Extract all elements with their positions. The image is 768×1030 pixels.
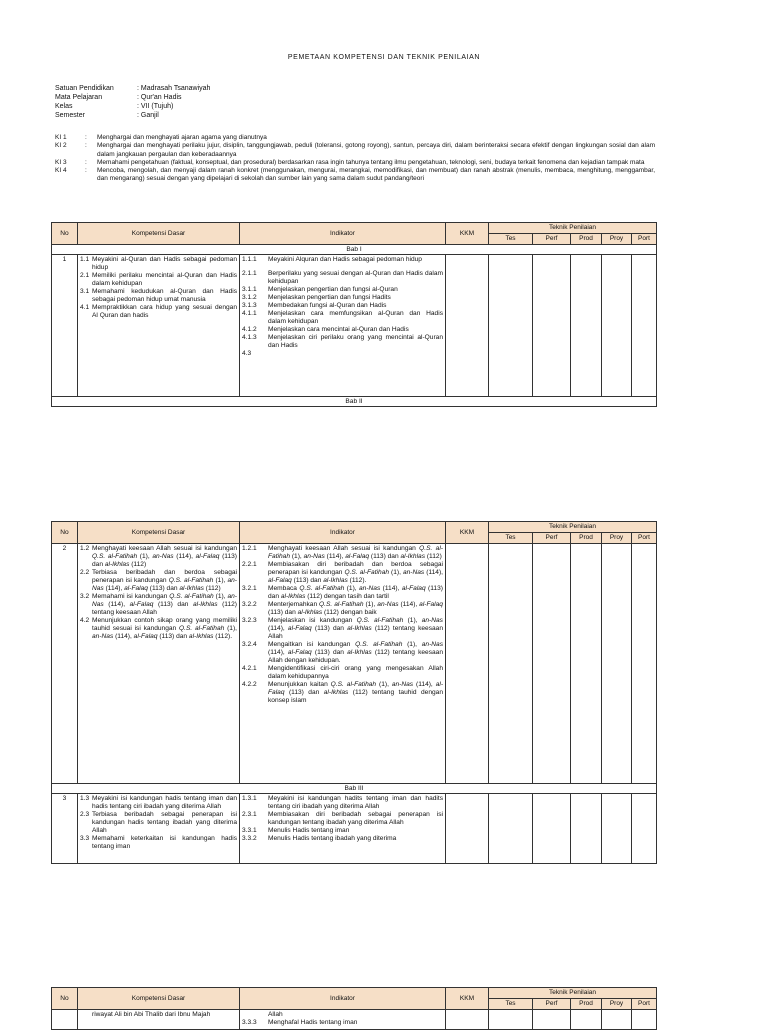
header-no: No xyxy=(52,522,78,544)
header-teknik-penilaian: Teknik Penilaian xyxy=(489,522,657,533)
indicator-item-text: Meyakini Alquran dan Hadis sebagai pedoman hidup xyxy=(268,256,422,263)
indicator-item-text: Membiasakan diri beribadah sebagai penerapan isi kandungan tentang ibadah yang diterima Allah xyxy=(268,811,443,826)
indicator-item xyxy=(242,681,443,705)
kd-item xyxy=(80,545,237,569)
header-prod: Prod xyxy=(571,533,602,544)
header-port: Port xyxy=(632,999,657,1010)
indicator-item-number: 3.2.3 xyxy=(242,617,257,624)
proy-cell xyxy=(602,255,632,397)
kkm-cell xyxy=(446,794,489,864)
kkm-cell xyxy=(446,1010,489,1030)
identity-row xyxy=(55,93,210,102)
kd-item-number: 2.2 xyxy=(80,569,90,576)
kkm-cell xyxy=(446,544,489,784)
port-cell xyxy=(632,794,657,864)
kkm-cell xyxy=(446,255,489,397)
indicator-item xyxy=(242,294,443,302)
indicator-item-text: Menjelaskan ciri perilaku orang yang mencintai al-Quran dan Hadis xyxy=(268,334,443,349)
perf-cell xyxy=(533,255,571,397)
row-number: 2 xyxy=(52,544,78,784)
proy-cell xyxy=(602,1010,632,1030)
kd-item-number: 1.1 xyxy=(80,256,90,263)
indicator-item xyxy=(242,545,443,561)
kd-item-text: Terbiasa beribadah sebagai penerapan isi kandungan hadis tentang ibadah yang diterima Allah xyxy=(92,811,237,834)
header-perf: Perf xyxy=(533,533,571,544)
tes-cell xyxy=(489,544,533,784)
port-cell xyxy=(632,1010,657,1030)
indicator-item xyxy=(242,302,443,310)
row-number: 1 xyxy=(52,255,78,397)
mapping-table-2 xyxy=(51,521,657,864)
indicator-item xyxy=(242,827,443,835)
identity-label: Kelas xyxy=(55,103,73,110)
indicator-item-text: Menulis Hadis tentang iman xyxy=(268,827,350,834)
indicator-item-text: Menjelaskan pengertian dan fungsi Hadits xyxy=(268,294,391,301)
ki-code: KI 3 xyxy=(55,158,67,166)
indicator-item xyxy=(242,286,443,294)
indicator-item xyxy=(242,561,443,585)
header-no: No xyxy=(52,223,78,245)
indicator-item-text: Berperilaku yang sesuai dengan al-Quran dan Hadis dalam kehidupan xyxy=(268,270,443,285)
indicator-cell xyxy=(240,255,446,397)
row-number: 3 xyxy=(52,794,78,864)
kd-item-text: Menunjukkan contoh sikap orang yang memiliki tauhid sesuai isi kandungan Q.S. al-Fatihah (1), an-Nas (114), al-Falaq (113) dan al-Ikhlas (112). xyxy=(92,617,237,640)
indicator-item xyxy=(242,641,443,665)
header-teknik-penilaian: Teknik Penilaian xyxy=(489,988,657,999)
perf-cell xyxy=(533,544,571,784)
indicator-item-text xyxy=(268,350,443,358)
indicator-item xyxy=(242,795,443,811)
kd-item-text: Memiliki perilaku mencintai al-Quran dan Hadis dalam kehidupan xyxy=(92,272,237,287)
indicator-item xyxy=(242,811,443,827)
indicator-item-number: 4.1.1 xyxy=(242,310,257,317)
table-row xyxy=(52,255,657,397)
indicator-item xyxy=(242,334,443,350)
header-prod: Prod xyxy=(571,999,602,1010)
indicator-item xyxy=(242,1011,443,1019)
indicator-item-number: 3.2.2 xyxy=(242,601,257,608)
tes-cell xyxy=(489,255,533,397)
kd-item-text: Memahami keterkaitan isi kandungan hadis tentang iman xyxy=(92,835,237,850)
header-proy: Proy xyxy=(602,234,632,245)
kd-item-text: Meyakini isi kandungan hadis tentang iman dan hadis tentang ciri ibadah yang diterima Allah xyxy=(92,795,237,810)
kd-item xyxy=(80,304,237,320)
kd-item xyxy=(80,272,237,288)
identity-value: : Qur'an Hadis xyxy=(137,94,182,101)
header-proy: Proy xyxy=(602,533,632,544)
ki-code: KI 1 xyxy=(55,134,67,141)
indicator-item-text: Membiasakan diri beribadah dan berdoa sebagai penerapan isi kandungan Q.S. al-Fatihah (1), an-Nas (114), al-Falaq (113) dan al-Ikhlas (112). xyxy=(268,561,443,584)
chapter-label: Bab II xyxy=(52,397,657,407)
indicator-item-number: 3.3.3 xyxy=(242,1019,257,1026)
identity-row xyxy=(55,111,210,120)
indicator-item-number: 3.2.4 xyxy=(242,641,257,648)
indicator-item xyxy=(242,326,443,334)
indicator-item-number: 2.3.1 xyxy=(242,811,257,818)
proy-cell xyxy=(602,794,632,864)
header-tes: Tes xyxy=(489,999,533,1010)
ki-item xyxy=(55,142,655,159)
document-title: PEMETAAN KOMPETENSI DAN TEKNIK PENILAIAN xyxy=(287,54,481,61)
identity-label: Semester xyxy=(55,112,85,119)
ki-separator: : xyxy=(85,158,87,166)
indicator-item-number: 3.1.1 xyxy=(242,286,257,293)
identity-value: : Ganjil xyxy=(137,112,159,119)
kd-item-text: Meyakini al-Quran dan Hadis sebagai pedoman hidup xyxy=(92,256,237,271)
header-indikator: Indikator xyxy=(240,988,446,1010)
identity-row xyxy=(55,102,210,111)
header-teknik-penilaian: Teknik Penilaian xyxy=(489,223,657,234)
ki-code: KI 2 xyxy=(55,142,67,150)
identity-label: Mata Pelajaran xyxy=(55,94,103,101)
indicator-item-text: Allah xyxy=(268,1011,283,1018)
kd-item xyxy=(80,593,237,617)
header-indikator: Indikator xyxy=(240,223,446,245)
kd-text: riwayat Ali bin Abi Thalib dari Ibnu Majah xyxy=(92,1011,211,1018)
kd-item-text: Memahami isi kandungan Q.S. al-Fatihah (1), an-Nas (114), al-Falaq (113) dan al-Ikhlas (112) tentang keesaan Allah xyxy=(92,593,237,616)
ki-item xyxy=(55,159,655,167)
tes-cell xyxy=(489,794,533,864)
indicator-item-number: 4.3 xyxy=(242,350,252,357)
indicator-item-number: 4.1.3 xyxy=(242,334,257,341)
kd-item-number: 4.2 xyxy=(80,617,90,624)
indicator-item-number: 3.3.2 xyxy=(242,835,257,842)
kd-item-text: Menghayati keesaan Allah sesuai isi kandungan Q.S. al-Fatihah (1), an-Nas (114), al-Falaq (113) dan al-Ikhlas (112) xyxy=(92,545,237,568)
indicator-item-text: Menunjukkan kaitan Q.S. al-Fatihah (1), an-Nas (114), al-Falaq (113) dan al-Ikhlas (112) tentang tauhid dengan konsep islam xyxy=(268,681,444,704)
kd-item xyxy=(80,617,237,641)
indicator-item xyxy=(242,601,443,617)
indicator-item-text: Meyakini isi kandungan hadits tentang iman dan hadits tentang ciri ibadah yang diterima Allah xyxy=(268,795,443,810)
ki-separator: : xyxy=(85,142,87,150)
kd-item xyxy=(80,256,237,272)
kd-cell xyxy=(78,544,240,784)
kd-item-number: 4.1 xyxy=(80,304,90,311)
indicator-item xyxy=(242,1019,443,1027)
indicator-item-number: 3.2.1 xyxy=(242,585,257,592)
core-competency-list xyxy=(55,134,655,184)
ki-separator: : xyxy=(85,167,87,175)
header-kompetensi-dasar: Kompetensi Dasar xyxy=(78,223,240,245)
kd-item-text: Terbiasa beribadah dan berdoa sebagai penerapan isi kandungan Q.S. al-Fatihah (1), an-Nas (114), al-Falaq (113) dan al-Ikhlas (112) xyxy=(92,569,237,592)
header-kkm: KKM xyxy=(446,223,489,245)
indicator-item-text: Menjelaskan pengertian dan fungsi al-Quran xyxy=(268,286,398,293)
indicator-item-text: Menghafal Hadis tentang iman xyxy=(268,1019,358,1026)
kd-item-text: Memahami kedudukan al-Quran dan Hadis sebagai pedoman hidup umat manusia xyxy=(92,288,237,303)
kd-item xyxy=(80,811,237,835)
ki-separator: : xyxy=(85,134,87,141)
ki-item xyxy=(55,134,655,142)
identity-value: : Madrasah Tsanawiyah xyxy=(137,85,211,92)
indicator-item xyxy=(242,310,443,326)
header-port: Port xyxy=(632,533,657,544)
indicator-item-number: 1.1.1 xyxy=(242,256,257,263)
indicator-item-number: 2.2.1 xyxy=(242,561,257,568)
indicator-item-number: 3.3.1 xyxy=(242,827,257,834)
ki-text: Menghargai dan menghayati perilaku jujur, disiplin, tanggungjawab, peduli (toleransi, gotong royong), santun, percaya diri, dalam berinteraksi secara efektif dengan lingkungan sosial dan alam dalam jangkauan pergaulan dan keberadaannya xyxy=(97,142,655,158)
indicator-item-number: 4.1.2 xyxy=(242,326,257,333)
indicator-item-text: Menjelaskan isi kandungan Q.S. al-Fatihah (1), an-Nas (114), al-Falaq (113) dan al-Ikhlas (112) tentang keesaan Allah xyxy=(268,617,443,640)
row-number xyxy=(52,1010,78,1030)
header-kompetensi-dasar: Kompetensi Dasar xyxy=(78,522,240,544)
mapping-table-1 xyxy=(51,222,657,407)
header-tes: Tes xyxy=(489,533,533,544)
identity-row xyxy=(55,84,210,93)
indicator-item-text: Menjelaskan cara memfungsikan al-Quran dan Hadis dalam kehidupan xyxy=(268,310,443,325)
indicator-item-text: Menjelaskan cara mencintai al-Quran dan Hadis xyxy=(268,326,409,333)
header-port: Port xyxy=(632,234,657,245)
indicator-item-number: 3.1.3 xyxy=(242,302,257,309)
prod-cell xyxy=(571,544,602,784)
kd-item-number: 3.2 xyxy=(80,593,90,600)
ki-code: KI 4 xyxy=(55,167,67,175)
indicator-item-text: Menterjemahkan Q.S. al-Fatihah (1), an-Nas (114), al-Falaq (113) dan al-Ikhlas (112) dengan baik xyxy=(268,601,443,616)
kd-item-number: 1.2 xyxy=(80,545,90,552)
table-row xyxy=(52,1010,657,1030)
indicator-item xyxy=(242,835,443,843)
identity-block xyxy=(55,84,210,120)
indicator-item-number xyxy=(242,1011,268,1019)
table-row xyxy=(52,794,657,864)
header-indikator: Indikator xyxy=(240,522,446,544)
header-proy: Proy xyxy=(602,999,632,1010)
port-cell xyxy=(632,255,657,397)
identity-label: Satuan Pendidikan xyxy=(55,85,114,92)
kd-item-number: 3.3 xyxy=(80,835,90,842)
indicator-item-number: 2.1.1 xyxy=(242,270,257,277)
kd-item-number: 2.3 xyxy=(80,811,90,818)
indicator-item-number: 1.3.1 xyxy=(242,795,257,802)
ki-text: Memahami pengetahuan (faktual, konseptual, dan prosedural) berdasarkan rasa ingin tahunya tentang ilmu pengetahuan, teknologi, seni, budaya terkait fenomena dan kejadian tampak mata xyxy=(97,158,645,166)
indicator-cell xyxy=(240,794,446,864)
chapter-label: Bab I xyxy=(52,245,657,255)
indicator-item-text: Membaca Q.S. al-Fatihah (1), an-Nas (114), al-Falaq (113) dan al-Ikhlas (112) dengan tasih dan tartil xyxy=(268,585,443,600)
tes-cell xyxy=(489,1010,533,1030)
header-tes: Tes xyxy=(489,234,533,245)
identity-value: : VII (Tujuh) xyxy=(137,103,174,110)
ki-text: Menghargai dan menghayati ajaran agama yang dianutnya xyxy=(97,134,267,141)
chapter-label: Bab III xyxy=(52,784,657,794)
kd-item xyxy=(80,835,237,851)
ki-text: Mencoba, mengolah, dan menyaji dalam ranah konkret (menggunakan, mengurai, merangkai, memodifikasi, dan membuat) dan ranah abstrak (menulis, membaca, menghitung, menggambar, dan mengarang) sesuai dengan yang dipelajari di sekolah dan sumber lain yang sama dalam sudut pandang/teori xyxy=(97,167,655,183)
kd-item xyxy=(80,569,237,593)
perf-cell xyxy=(533,1010,571,1030)
prod-cell xyxy=(571,1010,602,1030)
header-kkm: KKM xyxy=(446,988,489,1010)
prod-cell xyxy=(571,794,602,864)
header-perf: Perf xyxy=(533,999,571,1010)
kd-item xyxy=(80,288,237,304)
header-prod: Prod xyxy=(571,234,602,245)
table-row xyxy=(52,544,657,784)
indicator-item xyxy=(242,256,443,264)
kd-item-number: 2.1 xyxy=(80,272,90,279)
header-kompetensi-dasar: Kompetensi Dasar xyxy=(78,988,240,1010)
indicator-item-text: Menghayati keesaan Allah sesuai isi kandungan Q.S. al-Fatihah (1), an-Nas (114), al-Falaq (113) dan al-Ikhlas (112) xyxy=(268,545,443,560)
indicator-item-text: Menulis Hadis tentang ibadah yang diterima xyxy=(268,835,397,842)
kd-item-text: Mempraktikkan cara hidup yang sesuai dengan Al Quran dan hadis xyxy=(92,304,237,319)
port-cell xyxy=(632,544,657,784)
header-perf: Perf xyxy=(533,234,571,245)
indicator-item-text: Mengidentifikasi ciri-ciri orang yang mengesakan Allah dalam kehidupannya xyxy=(268,665,443,680)
indicator-item xyxy=(242,617,443,641)
indicator-item-text: Mengaitkan isi kandungan Q.S. al-Fatihah (1), an-Nas (114), al-Falaq (113) dan al-Ikhlas (112) tentang keesaan Allah dengan kehidupan. xyxy=(268,641,443,664)
ki-item xyxy=(55,167,655,184)
indicator-item xyxy=(242,270,443,286)
kd-item-number: 1.3 xyxy=(80,795,90,802)
indicator-item-number: 1.2.1 xyxy=(242,545,257,552)
indicator-cell xyxy=(240,544,446,784)
header-no: No xyxy=(52,988,78,1010)
prod-cell xyxy=(571,255,602,397)
indicator-item-number: 4.2.1 xyxy=(242,665,257,672)
indicator-item-number: 3.1.2 xyxy=(242,294,257,301)
kd-cell xyxy=(78,255,240,397)
proy-cell xyxy=(602,544,632,784)
perf-cell xyxy=(533,794,571,864)
header-kkm: KKM xyxy=(446,522,489,544)
kd-cell xyxy=(78,1010,240,1030)
indicator-item xyxy=(242,350,443,358)
kd-item xyxy=(80,795,237,811)
kd-item-number: 3.1 xyxy=(80,288,90,295)
indicator-cell xyxy=(240,1010,446,1030)
indicator-item xyxy=(242,585,443,601)
indicator-item-number: 4.2.2 xyxy=(242,681,257,688)
indicator-item-text: Membedakan fungsi al-Quran dan Hadis xyxy=(268,302,387,309)
indicator-item xyxy=(242,665,443,681)
kd-cell xyxy=(78,794,240,864)
